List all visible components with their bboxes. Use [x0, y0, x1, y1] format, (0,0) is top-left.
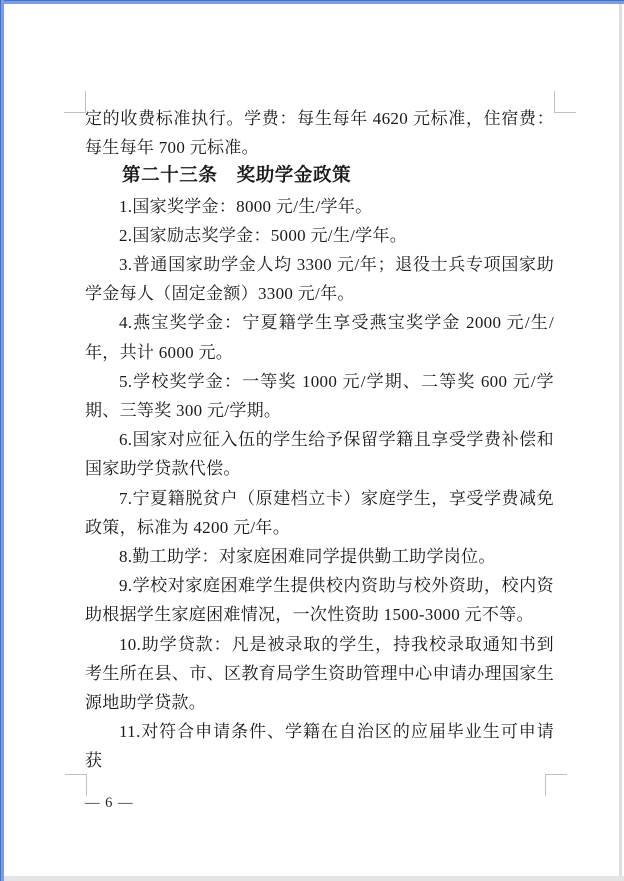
- paragraph-item-7: 7.宁夏籍脱贫户（原建档立卡）家庭学生，享受学费减免政策，标准为 4200 元/年。: [85, 488, 554, 537]
- margin-mark-top-right: [554, 91, 576, 113]
- section-heading-article-23: 第二十三条 奖助学金政策: [122, 166, 352, 187]
- paragraph-item-9: 9.学校对家庭困难学生提供校内资助与校外资助，校内资助根据学生家庭困难情况，一次性资助 1500-3000 元不等。: [85, 576, 554, 625]
- paragraph-item-4: 4.燕宝奖学金：宁夏籍学生享受燕宝奖学金 2000 元/生/年，共计 6000 元。: [85, 313, 554, 362]
- page-number: — 6 —: [85, 795, 134, 811]
- margin-mark-bottom-right: [545, 774, 567, 796]
- paragraph-item-3: 3.普通国家助学金人均 3300 元/年；退役士兵专项国家助学金每人（固定金额）3300 元/年。: [85, 255, 554, 304]
- page-edge-bottom: [4, 876, 624, 881]
- page-border-top: [0, 0, 624, 4]
- paragraph-item-6: 6.国家对应征入伍的学生给予保留学籍且享受学费补偿和国家助学贷款代偿。: [85, 430, 554, 479]
- paragraph-item-1: 1.国家奖学金：8000 元/生/学年。: [119, 196, 373, 216]
- paragraph-item-2: 2.国家励志奖学金：5000 元/生/学年。: [119, 225, 408, 245]
- paragraph-item-11: 11.对符合申请条件、学籍在自治区的应届毕业生可申请获: [85, 722, 554, 771]
- paragraph-item-10: 10.助学贷款：凡是被录取的学生，持我校录取通知书到考生所在县、市、区教育局学生资助管理中心申请办理国家生源地助学贷款。: [85, 634, 554, 713]
- margin-mark-top-left: [64, 91, 86, 113]
- paragraph-item-5: 5.学校奖学金：一等奖 1000 元/学期、二等奖 600 元/学期、三等奖 300 元/学期。: [85, 371, 554, 421]
- page-edge-right: [619, 4, 622, 881]
- paragraph-tuition-continuation: 定的收费标准执行。学费：每生每年 4620 元标准，住宿费：每生每年 700 元标准。: [85, 109, 554, 158]
- paragraph-item-8: 8.勤工助学：对家庭困难同学提供勤工助学岗位。: [119, 547, 496, 567]
- margin-mark-bottom-left: [65, 774, 87, 796]
- document-body: [85, 104, 554, 776]
- page-border-left: [0, 0, 4, 881]
